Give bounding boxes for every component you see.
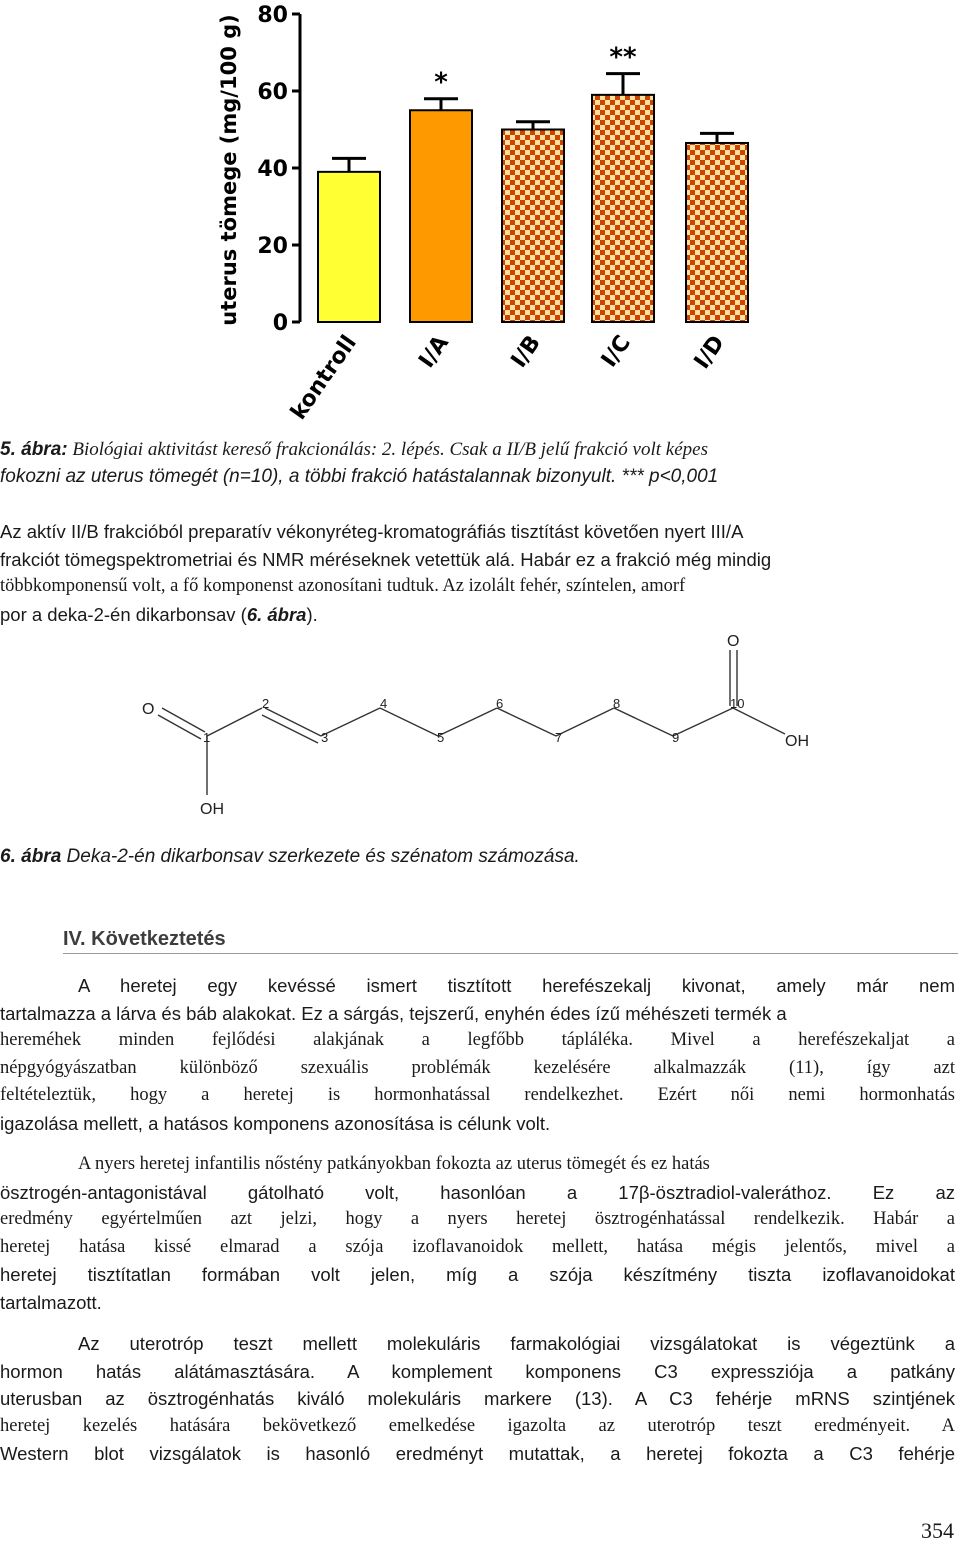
carbon-number-4: 4 xyxy=(380,696,388,711)
figure-6-caption-text: Deka-2-én dikarbonsav szerkezete és szénatom számozása. xyxy=(61,846,580,867)
paragraph-2-line: A heretej egy kevéssé ismert tisztított herefészekalj kivonat, amely már nem xyxy=(78,975,955,996)
figure-6-caption xyxy=(0,846,580,868)
paragraph-2-line: népgyógyászatban különböző szexuális problémák kezelésére alkalmazzák (11), így azt xyxy=(0,1057,955,1078)
x-tick-label: I/A xyxy=(414,331,454,373)
paragraph-3-line: A nyers heretej infantilis nőstény patkányokban fokozta az uterus tömegét és ez hatás xyxy=(78,1154,710,1174)
paragraph-4-line: heretej kezelés hatására bekövetkező emelkedése igazolta az uterotróp teszt eredményeit. A xyxy=(0,1415,955,1436)
paragraph-1-line: frakciót tömegspektrometriai és NMR méréseknek vetettük alá. Habár ez a frakció még mindig xyxy=(0,548,772,570)
x-tick-label: kontroll xyxy=(286,331,362,425)
paragraph-2-line: feltételeztük, hogy a heretej is hormonhatással rendelkezhet. Ezért női nemi hormonhatás xyxy=(0,1085,955,1105)
paragraph-3-line: ösztrogén-antagonistával gátolható volt, hasonlóan a 17β-ösztradiol-valeráthoz. Ez az xyxy=(0,1181,955,1203)
x-tick-label: I/D xyxy=(689,331,730,374)
bar-I/A xyxy=(410,110,472,322)
carbon-number-7: 7 xyxy=(555,730,563,745)
carbon-number-10: 10 xyxy=(730,696,745,711)
paragraph-3-line: eredmény egyértelműen azt jelzi, hogy a nyers heretej ösztrogénhatással rendelkezik. Habár a xyxy=(0,1209,955,1229)
carbon-number-6: 6 xyxy=(496,696,504,711)
paragraph-2-line: tartalmazza a lárva és báb alakokat. Ez a sárgás, tejszerű, enyhén édes ízű méhészeti termék a xyxy=(0,1002,787,1024)
carbon-number-2: 2 xyxy=(262,696,270,711)
y-axis-label: uterus tömege (mg/100 g) xyxy=(217,14,241,326)
paragraph-3-line: heretej tisztítatlan formában volt jelen, míg a szója készítmény tiszta izoflavanoidokat xyxy=(0,1264,955,1285)
uterus-weight-bar-chart xyxy=(0,0,960,425)
bar-kontroll xyxy=(318,172,380,322)
paragraph-1-line: Az aktív II/B frakcióból preparatív vékonyréteg-kromatográfiás tisztítást követően nyert III/A xyxy=(0,521,744,542)
deka-2-en-dicarboxylic-acid-structure xyxy=(0,620,960,835)
bar-I/C xyxy=(592,95,654,322)
molecule-oxygen-top: O xyxy=(727,633,740,650)
paragraph-4-line: hormon hatás alátámasztására. A komplement komponens C3 expressziója a patkány xyxy=(0,1360,955,1382)
y-tick-label: 0 xyxy=(272,311,288,336)
molecule-hydroxyl-right: OH xyxy=(785,733,809,750)
significance-marker: ** xyxy=(609,42,637,73)
paragraph-1-line: többkomponensű volt, a fő komponenst azonosítani tudtuk. Az izolált fehér, színtelen, amorf xyxy=(0,576,686,596)
figure-6-label: 6. ábra xyxy=(0,846,62,867)
molecule-hydroxyl-bottom: OH xyxy=(200,801,224,818)
paragraph-3-line: heretej hatása kissé elmarad a szója izoflavanoidok mellett, hatása mégis jelentős, mivel a xyxy=(0,1236,955,1257)
bar-I/B xyxy=(502,130,564,323)
figure-5-label: 5. ábra: xyxy=(0,439,68,460)
page-number: 354 xyxy=(921,1518,954,1543)
paragraph-4-line: Western blot vizsgálatok is hasonló eredményt mutattak, a heretej fokozta a C3 fehérje xyxy=(0,1443,955,1464)
carbon-number-3: 3 xyxy=(321,730,329,745)
molecule-oxygen-left: O xyxy=(142,701,155,718)
paragraph-3-line: tartalmazott. xyxy=(0,1291,102,1313)
y-tick-label: 80 xyxy=(257,3,288,28)
carbon-number-9: 9 xyxy=(672,730,680,745)
bar-I/D xyxy=(686,143,748,322)
carbon-number-1: 1 xyxy=(203,730,211,745)
paragraph-2-line: igazolása mellett, a hatásos komponens azonosítása is célunk volt. xyxy=(0,1112,551,1134)
x-tick-label: I/B xyxy=(506,331,546,373)
x-tick-label: I/C xyxy=(596,331,636,372)
section-heading-conclusions: IV. Következtetés xyxy=(63,928,958,954)
y-tick-label: 20 xyxy=(257,234,288,259)
carbon-number-5: 5 xyxy=(437,730,445,745)
figure-5-caption xyxy=(0,436,960,490)
paragraph-2 xyxy=(0,972,955,1137)
paragraph-4-line: uterusban az ösztrogénhatás kiváló molekuláris markere (13). A C3 fehérje mRNS szintjének xyxy=(0,1388,955,1409)
figure-5-caption-text1: Biológiai aktivitást kereső frakcionálás: 2. lépés. Csak a II/B jelű frakció volt képes xyxy=(67,439,708,460)
paragraph-1 xyxy=(0,518,955,628)
paragraph-1-line: por a deka-2-én dikarbonsav ( xyxy=(0,603,247,625)
carbon-number-8: 8 xyxy=(613,696,621,711)
paragraph-2-line: hereméhek minden fejlődési alakjának a legfőbb tápláléka. Mivel a herefészekaljat a xyxy=(0,1030,955,1050)
figure-6-reference: 6. ábra xyxy=(246,603,307,625)
significance-marker: * xyxy=(434,67,448,98)
y-tick-label: 60 xyxy=(257,80,288,105)
paragraph-4-line: Az uterotróp teszt mellett molekuláris farmakológiai vizsgálatokat is végeztünk a xyxy=(78,1333,955,1354)
paragraph-1-line-end: ). xyxy=(306,603,318,625)
paragraph-4 xyxy=(0,1330,955,1468)
figure-5-caption-text2: fokozni az uterus tömegét (n=10), a többi frakció hatástalannak bizonyult. *** p<0,001 xyxy=(0,466,719,487)
paragraph-3 xyxy=(0,1151,955,1316)
y-tick-label: 40 xyxy=(257,157,288,182)
